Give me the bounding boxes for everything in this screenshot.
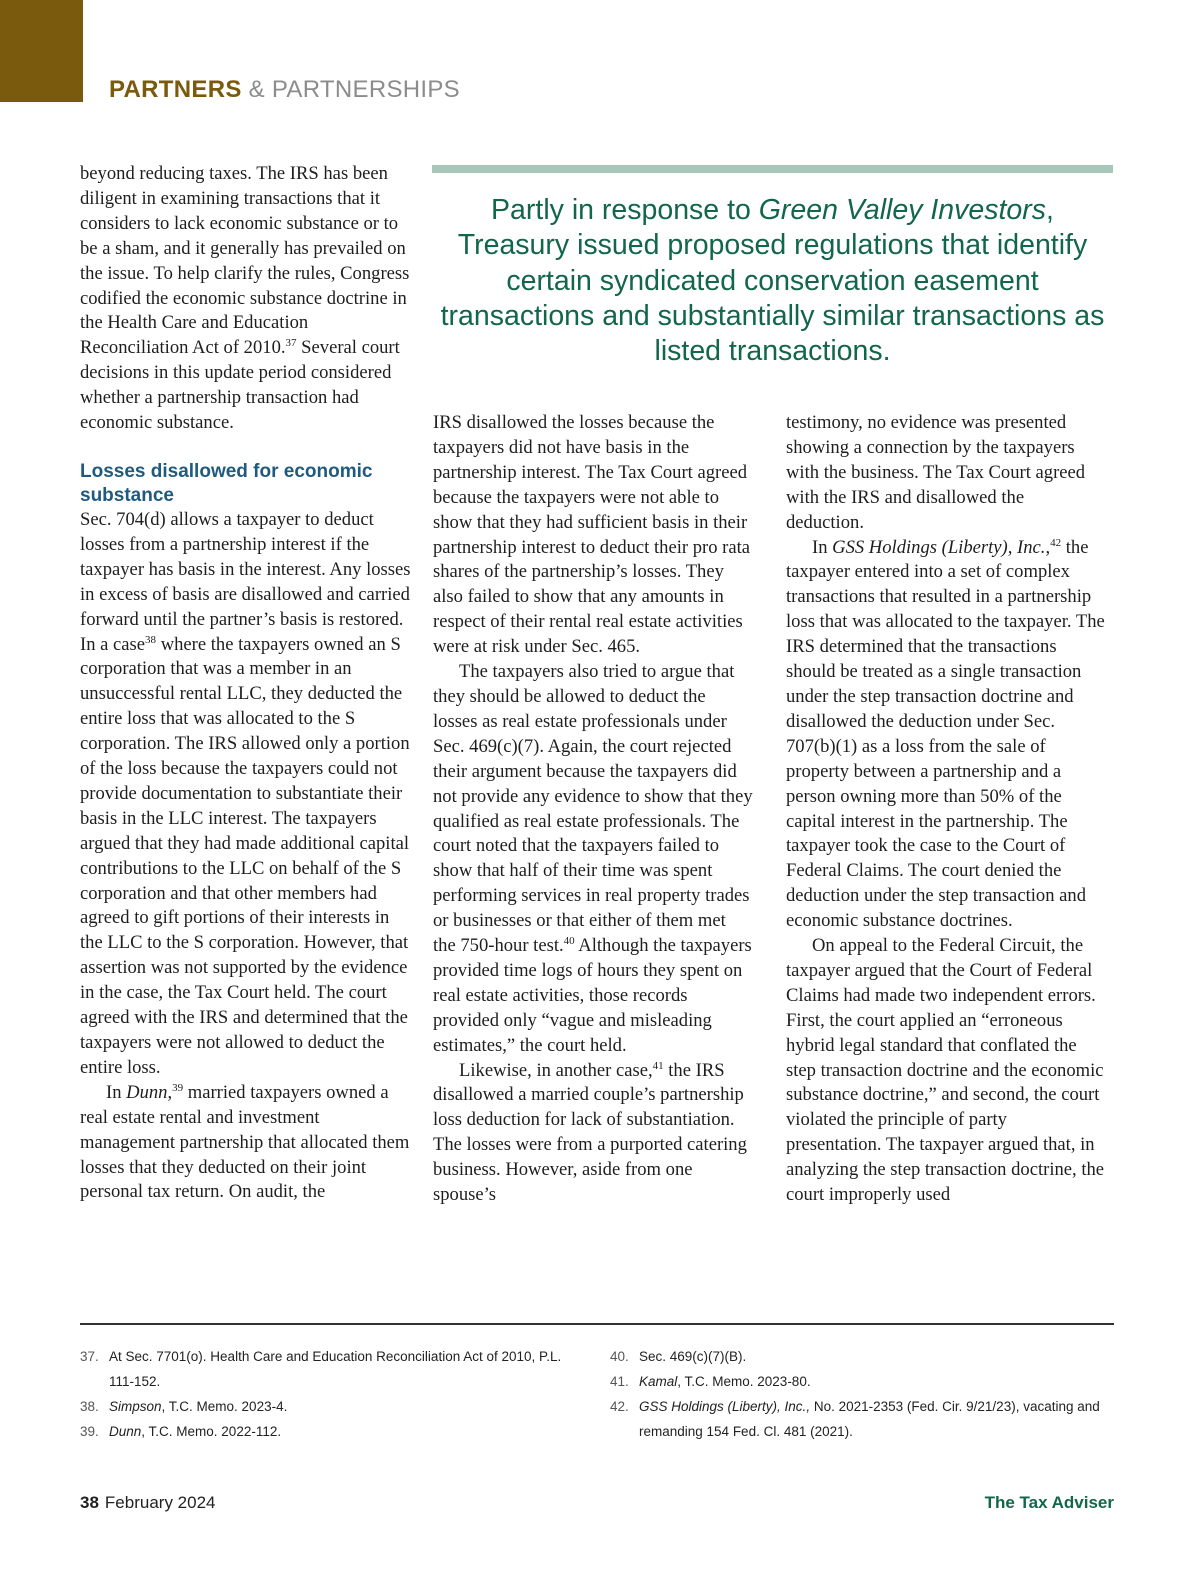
footnote-37: 37. At Sec. 7701(o). Health Care and Education Reconciliation Act of 2010, P.L. 111-152. [80,1349,562,1389]
footnote-divider [80,1323,1114,1325]
pullquote: Partly in response to Green Valley Investors, Treasury issued proposed regulations that identify certain syndicated conservation easement transactions and substantially similar transactions as listed transactions. [440,194,1105,368]
case-name: GSS Holdings (Liberty), Inc. [832,536,1046,558]
subheading: Losses disallowed for economic substance [80,460,373,506]
footnotes-right [610,1344,1120,1444]
article-column-1 [80,162,412,1205]
section-header-strong: PARTNERS [109,76,242,103]
footnote-ref-40[interactable]: 40 [563,935,575,948]
page-number: 38 [80,1493,99,1512]
paragraph: testimony, no evidence was presented showing a connection by the taxpayers with the business. The Tax Court agreed with the IRS and disallowed the deduction. [786,412,1086,533]
footnote-ref-37[interactable]: 37 [285,337,297,350]
pullquote-rule [432,165,1113,173]
paragraph: On appeal to the Federal Circuit, the taxpayer argued that the Court of Federal Claims had made two independent errors. First, the court applied an “erroneous hybrid legal standard that conflated the step transaction doctrine and the economic substance doctrine,” and second, the court violated the principle of party presentation. The taxpayer argued that, in analyzing the step transaction doctrine, the court improperly used [786,935,1105,1206]
footnote-ref-39[interactable]: 39 [172,1081,184,1094]
footnote-ref-38[interactable]: 38 [145,633,157,646]
footnote-39: 39. Dunn, T.C. Memo. 2022-112. [80,1424,282,1439]
paragraph: IRS disallowed the losses because the taxpayers did not have basis in the partnership interest. The Tax Court agreed because the taxpayers were not able to show that they had sufficient basis in their partnership interest to deduct their pro rata shares of the partnership’s losses. They also failed to show that any amounts in respect of their rental real estate activities were at risk under Sec. 465. [433,412,751,658]
article-column-3 [786,411,1106,1208]
footnote-41: 41. Kamal, T.C. Memo. 2023-80. [610,1374,811,1389]
footnotes-left [80,1344,580,1444]
paragraph: The taxpayers also tried to argue that they should be allowed to deduct the losses as real estate professionals under Sec. 469(c)(7). Again, the court rejected their argument because the taxpayers did not provide any evidence to show that they qualified as real estate professionals. The court noted that the taxpayers failed to show that half of their time was spent performing services in real property trades or businesses or that either of them met the 750-hour test.$^{40}$ Although the taxpayers provided time logs of hours they spent on real estate activities, those records provided only “vague and misleading estimates,” the court held. [433,661,753,1056]
publication-name: The Tax Adviser [984,1493,1114,1512]
paragraph: Sec. 704(d) allows a taxpayer to deduct losses from a partnership interest if the taxpayer has basis in the interest. Any losses in excess of basis are disallowed and carried forward until the partner’s basis is restored. In a case$^{38}$ where the taxpayers owned an S corporation that was a member in an unsuccessful rental LLC, they deducted the entire loss that was allocated to the S corporation. The IRS allowed only a portion of the loss because the taxpayers could not provide documentation to substantiate their basis in the LLC interest. The taxpayers argued that they had made additional capital contributions to the LLC on behalf of the S corporation and that other members had agreed to gift portions of their interests in the LLC to the S corporation. However, that assertion was not supported by the evidence in the case, the Tax Court held. The court agreed with the IRS and determined that the taxpayers were not allowed to deduct the entire loss. [80,508,411,1078]
section-header-light: & PARTNERSHIPS [248,76,460,103]
paragraph: In GSS Holdings (Liberty), Inc.,$^{42}$ the taxpayer entered into a set of complex transactions that resulted in a partnership loss that was allocated to the taxpayer. The IRS determined that the transactions should be treated as a single transaction under the step transaction doctrine and disallowed the deduction under Sec. 707(b)(1) as a loss from the sale of property between a partnership and a person owning more than 50% of the capital interest in the partnership. The taxpayer took the case to the Court of Federal Claims. The court denied the deduction under the step transaction and economic substance doctrines. [786,536,1105,932]
page-folio [80,1493,216,1513]
pullquote-case-name: Green Valley Investors [758,194,1047,226]
paragraph: In Dunn,$^{39}$ married taxpayers owned a real estate rental and investment management partnership that allocated them losses that they deducted on their joint personal tax return. On audit, the [80,1081,410,1203]
article-column-2 [433,411,753,1208]
footnote-ref-41[interactable]: 41 [652,1059,664,1072]
section-header [109,76,460,104]
footnote-38: 38. Simpson, T.C. Memo. 2023-4. [80,1399,288,1414]
footnote-ref-42[interactable]: 42 [1050,536,1062,549]
issue-date: February 2024 [104,1493,216,1512]
paragraph: beyond reducing taxes. The IRS has been diligent in examining transactions that it considers to lack economic substance or to be a sham, and it generally has prevailed on the issue. To help clarify the rules, Congress codified the economic substance doctrine in the Health Care and Education Reconciliation Act of 2010.37 Several court decisions in this update period considered whether a partnership transaction had economic substance. [80,163,410,434]
footnote-40: 40. Sec. 469(c)(7)(B). [610,1349,747,1364]
footnote-42: 42. GSS Holdings (Liberty), Inc., No. 2021-2353 (Fed. Cir. 9/21/23), vacating and remanding 154 Fed. Cl. 481 (2021). [610,1399,1100,1439]
paragraph: Likewise, in another case,$^{41}$ the IRS disallowed a married couple’s partnership loss deduction for lack of substantiation. The losses were from a purported catering business. However, aside from one spouse’s [433,1059,747,1206]
case-name: Dunn [126,1081,168,1103]
section-color-block [0,0,83,102]
